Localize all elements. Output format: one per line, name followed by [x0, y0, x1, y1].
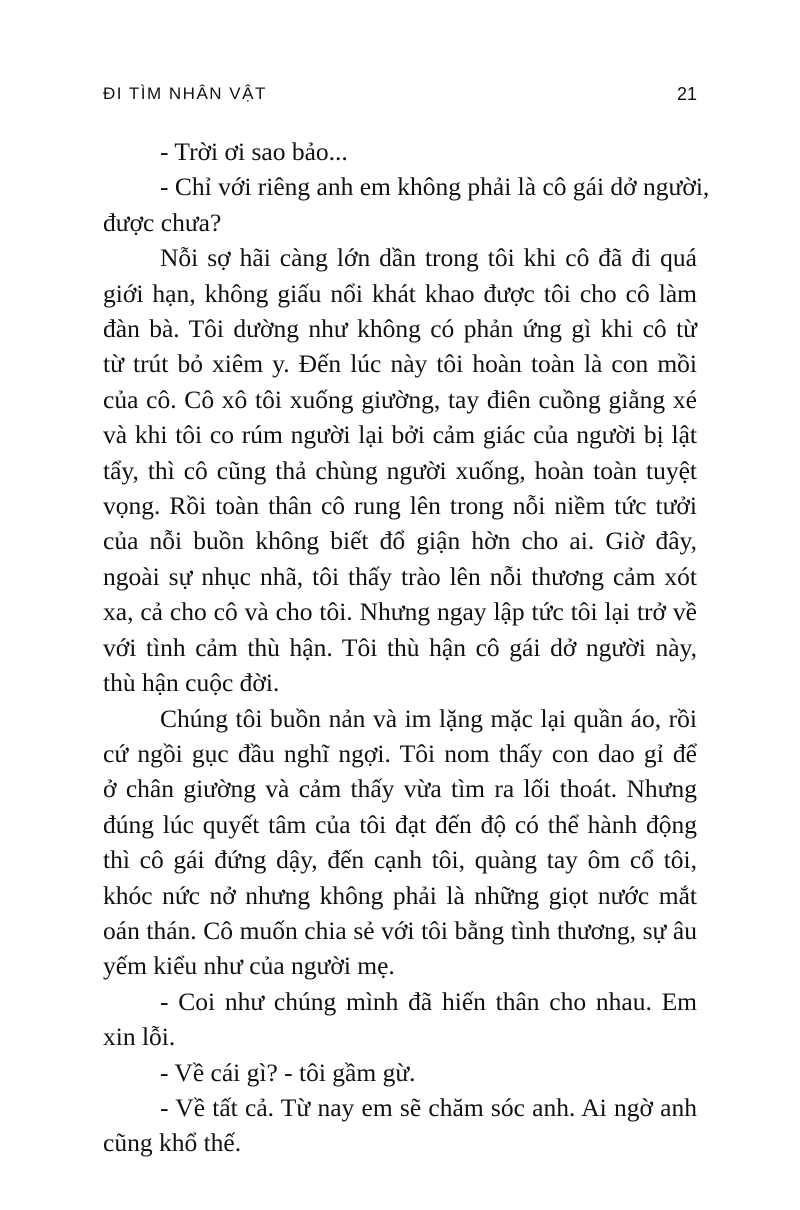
- text-line: Nỗi sợ hãi càng lớn dần trong tôi khi cô đã đi quá: [160, 243, 697, 273]
- text-line: của nỗi buồn không biết đổ giận hờn cho ai. Giờ đây,: [103, 526, 697, 556]
- text-line: giới hạn, không giấu nổi khát khao được tôi cho cô làm: [103, 278, 697, 308]
- text-line: xin lỗi.: [103, 1022, 176, 1052]
- text-line: - Về tất cả. Từ nay em sẽ chăm sóc anh. Ai ngờ anh: [160, 1092, 697, 1122]
- text-line: xa, cả cho cô và cho tôi. Nhưng ngay lập tức tôi lại trở về: [103, 597, 697, 627]
- text-line: ngoài sự nhục nhã, tôi thấy trào lên nỗi thương cảm xót: [103, 561, 697, 591]
- text-line: cũng khổ thế.: [103, 1128, 242, 1158]
- text-line: cứ ngồi gục đầu nghĩ ngợi. Tôi nom thấy con dao gỉ để: [103, 738, 697, 768]
- page-number: 21: [676, 84, 697, 104]
- text-line: khóc nức nở nhưng không phải là những giọt nước mắt: [103, 880, 697, 910]
- text-line: và khi tôi co rúm người lại bởi cảm giác của người bị lật: [103, 420, 697, 450]
- text-line: vọng. Rồi toàn thân cô rung lên trong nỗi niềm tức tưởi: [103, 491, 697, 521]
- text-line: tẩy, thì cô cũng thả chùng người xuống, hoàn toàn tuyệt: [103, 455, 697, 485]
- text-line: được chưa?: [103, 207, 222, 237]
- text-line: đàn bà. Tôi dường như không có phản ứng gì khi cô từ: [103, 314, 697, 344]
- text-line: thì cô gái đứng dậy, đến cạnh tôi, quàng tay ôm cổ tôi,: [103, 845, 697, 875]
- text-line: ở chân giường và cảm thấy vừa tìm ra lối thoát. Nhưng: [103, 774, 697, 804]
- text-line: yếm kiểu như của người mẹ.: [103, 951, 395, 981]
- text-line: thù hận cuộc đời.: [103, 668, 280, 698]
- text-line: của cô. Cô xô tôi xuống giường, tay điên cuồng giằng xé: [103, 384, 697, 414]
- text-line: với tình cảm thù hận. Tôi thù hận cô gái dở người này,: [103, 632, 697, 662]
- text-line: - Về cái gì? - tôi gầm gừ.: [160, 1057, 416, 1087]
- text-line: - Coi như chúng mình đã hiến thân cho nhau. Em: [160, 986, 697, 1016]
- text-line: từ trút bỏ xiêm y. Đến lúc này tôi hoàn toàn là con mồi: [103, 349, 697, 379]
- text-line: đúng lúc quyết tâm của tôi đạt đến độ có thể hành động: [103, 809, 697, 839]
- text-line: - Trời ơi sao bảo...: [160, 137, 348, 166]
- text-line: oán thán. Cô muốn chia sẻ với tôi bằng tình thương, sự âu: [103, 915, 697, 945]
- body-text: [103, 134, 710, 1161]
- text-line: Chúng tôi buồn nản và im lặng mặc lại quần áo, rồi: [160, 703, 697, 733]
- text-line: - Chỉ với riêng anh em không phải là cô gái dở người,: [160, 172, 710, 202]
- running-title: ĐI TÌM NHÂN VẬT: [103, 84, 267, 103]
- running-header: [103, 84, 697, 114]
